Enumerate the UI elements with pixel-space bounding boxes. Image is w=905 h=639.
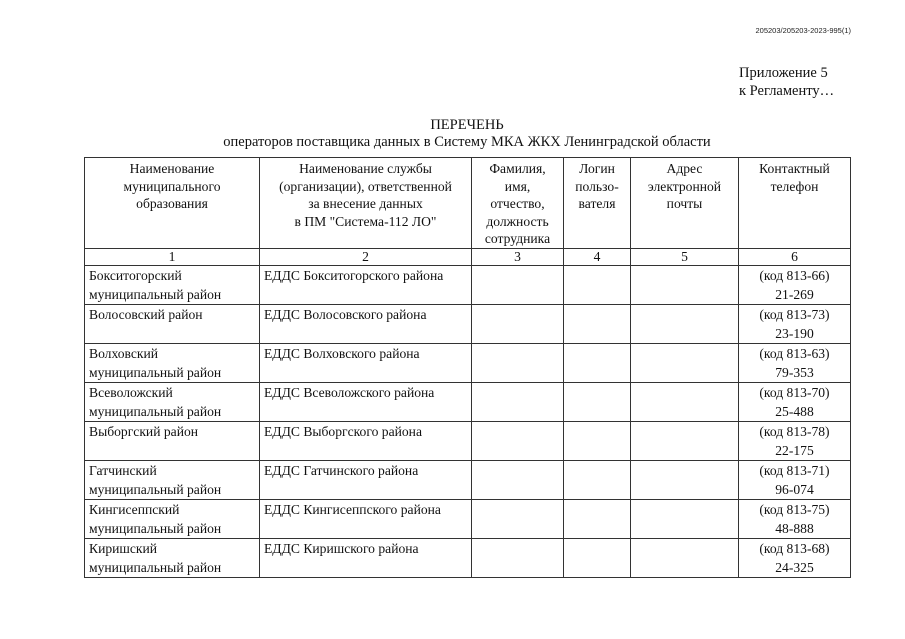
header-login <box>564 158 631 249</box>
header-text-line: вателя <box>578 196 616 211</box>
phone-line: 21-269 <box>775 286 814 302</box>
column-number: 3 <box>472 248 564 265</box>
municipality-name-line: Кингисеппский <box>89 501 180 517</box>
table-body <box>85 265 851 577</box>
service-cell: ЕДДС Выборгского района <box>260 421 472 460</box>
login-cell <box>564 460 631 499</box>
municipality-name-line: Волховский <box>89 345 159 361</box>
service-cell: ЕДДС Киришского района <box>260 538 472 577</box>
email-cell <box>631 538 739 577</box>
email-cell <box>631 499 739 538</box>
table-row <box>85 343 851 382</box>
phone-line: 23-190 <box>775 325 814 341</box>
employee-cell <box>472 265 564 304</box>
municipality-name-line: Бокситогорский <box>89 267 182 283</box>
document-id: 205203/205203-2023-995(1) <box>755 26 851 35</box>
column-number: 1 <box>85 248 260 265</box>
header-email <box>631 158 739 249</box>
phone-cell <box>739 499 851 538</box>
column-number: 6 <box>739 248 851 265</box>
municipality-name-line: муниципальный район <box>89 403 222 419</box>
municipality-cell <box>85 343 260 382</box>
phone-line: (код 813-78) <box>759 423 830 439</box>
header-text-line: Адрес <box>666 161 703 176</box>
login-cell <box>564 343 631 382</box>
column-number-row <box>85 248 851 265</box>
document-title <box>84 117 850 151</box>
login-cell <box>564 499 631 538</box>
phone-line: 22-175 <box>775 442 814 458</box>
service-cell: ЕДДС Волосовского района <box>260 304 472 343</box>
employee-cell <box>472 538 564 577</box>
column-number: 5 <box>631 248 739 265</box>
operators-table <box>84 157 851 578</box>
header-text-line: в ПМ "Система-112 ЛО" <box>294 213 437 229</box>
header-text-line: образования <box>136 196 208 211</box>
login-cell <box>564 421 631 460</box>
header-service <box>260 158 472 249</box>
phone-cell <box>739 538 851 577</box>
service-cell: ЕДДС Кингисеппского района <box>260 499 472 538</box>
header-text-line: Логин <box>579 161 615 176</box>
municipality-name-line: Всеволожский <box>89 384 173 400</box>
appendix-line-1: Приложение 5 <box>739 65 828 81</box>
header-text-line: (организации), ответственной <box>279 178 452 194</box>
municipality-name-line: муниципальный район <box>89 481 222 497</box>
email-cell <box>631 343 739 382</box>
service-cell: ЕДДС Бокситогорского района <box>260 265 472 304</box>
title-line-1: ПЕРЕЧЕНЬ <box>430 117 504 133</box>
phone-line: 24-325 <box>775 559 814 575</box>
header-text-line: за внесение данных <box>308 196 423 211</box>
appendix-line-2: к Регламенту… <box>739 83 835 99</box>
service-cell: ЕДДС Волховского района <box>260 343 472 382</box>
employee-cell <box>472 343 564 382</box>
table-row <box>85 460 851 499</box>
table-row <box>85 265 851 304</box>
service-cell: ЕДДС Всеволожского района <box>260 382 472 421</box>
login-cell <box>564 304 631 343</box>
header-text-line: Наименование <box>129 161 215 176</box>
phone-cell <box>739 421 851 460</box>
email-cell <box>631 460 739 499</box>
header-text-line: электронной <box>647 178 722 194</box>
header-text-line: пользо- <box>575 178 619 194</box>
phone-line: (код 813-75) <box>759 501 830 517</box>
phone-cell <box>739 343 851 382</box>
header-municipality <box>85 158 260 249</box>
municipality-name-line: муниципальный район <box>89 559 222 575</box>
municipality-cell <box>85 265 260 304</box>
municipality-name-line: Гатчинский <box>89 462 157 478</box>
phone-line: (код 813-68) <box>759 540 830 556</box>
employee-cell <box>472 421 564 460</box>
phone-cell <box>739 382 851 421</box>
table-row <box>85 304 851 343</box>
table-row <box>85 421 851 460</box>
header-text-line: сотрудника <box>484 231 551 246</box>
service-cell: ЕДДС Гатчинского района <box>260 460 472 499</box>
employee-cell <box>472 460 564 499</box>
municipality-cell <box>85 499 260 538</box>
phone-line: (код 813-63) <box>759 345 830 361</box>
table-header-row <box>85 158 851 249</box>
header-text-line: Фамилия, <box>489 161 546 176</box>
phone-line: 48-888 <box>775 520 814 536</box>
column-number: 2 <box>260 248 472 265</box>
phone-cell <box>739 265 851 304</box>
header-text-line: телефон <box>770 178 819 194</box>
municipality-name-line: Волосовский район <box>89 306 203 322</box>
header-text-line: отчество, <box>490 196 545 211</box>
table-row <box>85 499 851 538</box>
municipality-cell <box>85 460 260 499</box>
phone-line: (код 813-70) <box>759 384 830 400</box>
employee-cell <box>472 382 564 421</box>
phone-line: (код 813-66) <box>759 267 830 283</box>
employee-cell <box>472 499 564 538</box>
title-line-2: операторов поставщика данных в Систему МКА ЖКХ Ленинградской области <box>223 134 711 150</box>
header-text-line: Наименование службы <box>299 161 432 176</box>
column-number: 4 <box>564 248 631 265</box>
municipality-cell <box>85 304 260 343</box>
login-cell <box>564 538 631 577</box>
municipality-cell <box>85 382 260 421</box>
phone-cell <box>739 460 851 499</box>
header-text-line: должность <box>486 213 549 229</box>
header-text-line: Контактный <box>759 161 830 176</box>
municipality-name-line: муниципальный район <box>89 364 222 380</box>
municipality-name-line: муниципальный район <box>89 286 222 302</box>
header-phone <box>739 158 851 249</box>
header-text-line: почты <box>666 196 703 211</box>
table-row <box>85 538 851 577</box>
header-employee <box>472 158 564 249</box>
login-cell <box>564 382 631 421</box>
municipality-name-line: Выборгский район <box>89 423 199 439</box>
email-cell <box>631 304 739 343</box>
phone-line: 79-353 <box>775 364 814 380</box>
phone-cell <box>739 304 851 343</box>
email-cell <box>631 382 739 421</box>
phone-line: 96-074 <box>775 481 814 497</box>
email-cell <box>631 265 739 304</box>
header-text-line: муниципального <box>123 178 221 194</box>
login-cell <box>564 265 631 304</box>
employee-cell <box>472 304 564 343</box>
header-text-line: имя, <box>504 178 531 194</box>
municipality-cell <box>85 421 260 460</box>
phone-line: 25-488 <box>775 403 814 419</box>
table-row <box>85 382 851 421</box>
municipality-cell <box>85 538 260 577</box>
appendix-note <box>739 64 834 100</box>
phone-line: (код 813-71) <box>759 462 830 478</box>
phone-line: (код 813-73) <box>759 306 830 322</box>
municipality-name-line: муниципальный район <box>89 520 222 536</box>
municipality-name-line: Киришский <box>89 540 158 556</box>
email-cell <box>631 421 739 460</box>
